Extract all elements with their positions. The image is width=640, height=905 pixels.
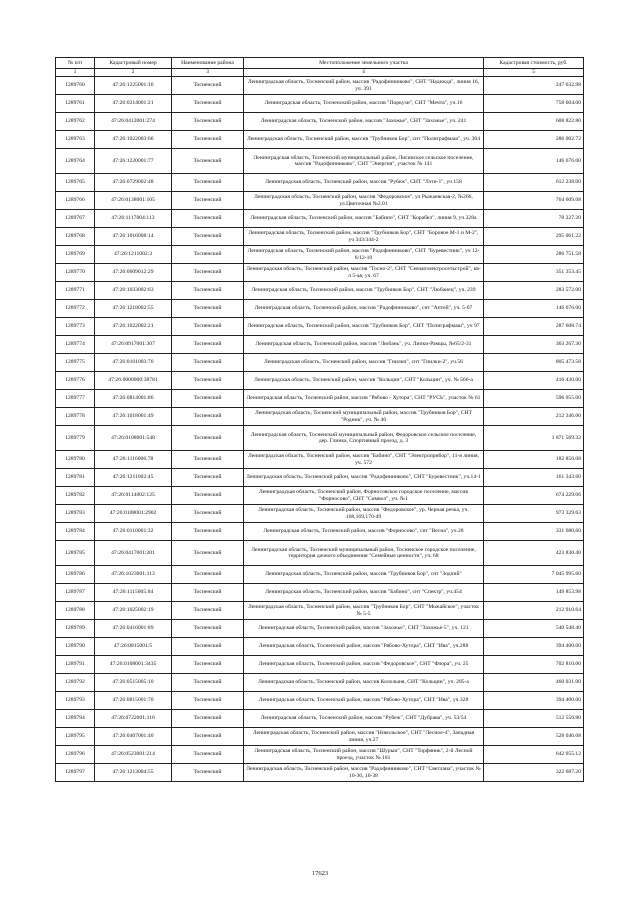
district-name: Тосненский [172,149,244,174]
table-row [56,372,584,390]
district-name: Тосненский [172,77,244,95]
district-name: Тосненский [172,282,244,300]
cadastral-number: 47:26:1115005:84 [95,584,172,602]
location: Ленинградская область, Тосненский район, массив "Рябово - Хутора", СНТ "РУСЬ", участок № 61 [244,390,484,408]
row-number: 1289788 [56,602,95,620]
cadastral-cost: 973 329.63 [484,505,584,523]
cadastral-number: 47:26:1213004:55 [95,764,172,782]
district-name: Тосненский [172,584,244,602]
row-number: 1289794 [56,710,95,728]
cadastral-number: 47:26:0417001:201 [95,541,172,566]
header-cost: Кадастровая стоимость, руб. [484,58,584,69]
row-number: 1289776 [56,372,95,390]
table-row [56,228,584,246]
cadastral-cost: 146 676.00 [484,300,584,318]
district-name: Тосненский [172,228,244,246]
column-number-row [56,69,584,77]
row-number: 1289779 [56,426,95,451]
cadastral-table [55,57,584,782]
table-row [56,764,584,782]
table-row [56,149,584,174]
cadastral-number: 47:26:1022003:66 [95,131,172,149]
district-name: Тосненский [172,95,244,113]
cadastral-number: 47:26:0108001:2902 [95,505,172,523]
table-row [56,336,584,354]
cadastral-cost: 674 229.06 [484,487,584,505]
row-number: 1289791 [56,656,95,674]
cadastral-number: 47:26:0814001:86 [95,390,172,408]
district-name: Тосненский [172,390,244,408]
location: Ленинградская область, Тосненский район, массив Кололыня, СНТ "Кольцин", уч. 285-а [244,674,484,692]
location: Ленинградская область, Тосненский район, массив "Гнилки", снт "Гнилки-2", уч.56 [244,354,484,372]
row-number: 1289784 [56,523,95,541]
cadastral-number: 47:26:1022002:21 [95,318,172,336]
district-name: Тосненский [172,113,244,131]
row-number: 1289769 [56,246,95,264]
row-number: 1289768 [56,228,95,246]
district-name: Тосненский [172,487,244,505]
cadastral-cost: 394 400.00 [484,692,584,710]
row-number: 1289767 [56,210,95,228]
location: Ленинградская область, Тосненский район, массив "Форносово", снт "Весна", уч.28 [244,523,484,541]
header-district: Наименование района [172,58,244,69]
cadastral-number: 47:26:0815001:70 [95,692,172,710]
district-name: Тосненский [172,426,244,451]
location: Ленинградская область, Тосненский район, массив "Поркузи", СНТ "Мечта", уч.16 [244,95,484,113]
cadastral-number: 47:26:0138001:105 [95,192,172,210]
table-row [56,656,584,674]
location: Ленинградская область, Тосненский район, массив "Трубников Бор", снт "Зодчий" [244,566,484,584]
cadastral-cost: 596 055.00 [484,390,584,408]
row-number: 1289793 [56,692,95,710]
row-number: 1289795 [56,728,95,746]
district-name: Тосненский [172,505,244,523]
cadastral-cost: 642 055.12 [484,746,584,764]
cadastral-number: 47:26:0110001:32 [95,523,172,541]
row-number: 1289761 [56,95,95,113]
cadastral-cost: 286 002.72 [484,131,584,149]
row-number: 1289763 [56,131,95,149]
column-number: 1 [56,69,95,77]
cadastral-number: 47:26:0000000:38781 [95,372,172,390]
cadastral-cost: 612 238.00 [484,174,584,192]
cadastral-number: 47:26:0108001:548 [95,426,172,451]
table-row [56,505,584,523]
district-name: Тосненский [172,746,244,764]
location: Ленинградская область, Тосненский район, массив "Любань", уч. Липки-Рамцы, №65/2-31 [244,336,484,354]
location: Ленинградская область, Тосненский район, массив "Рябово-Хутора", СНТ "Ива", уч.288 [244,638,484,656]
location: Ленинградская область, Тосненский район, массив "Трубников Бор", снт "Полиграфмаш", уч. 304 [244,131,484,149]
location: Ленинградская область, Тосненский район, массив "Трубников Бор", СНТ "Можайское", участок № 5-5 [244,602,484,620]
district-name: Тосненский [172,602,244,620]
cadastral-cost: 212 346.00 [484,408,584,426]
table-row [56,602,584,620]
location: Ленинградская область, Тосненский район, массив "Кольцин", СНТ "Кольцин", уч. № 566-а [244,372,484,390]
table-row [56,282,584,300]
district-name: Тосненский [172,372,244,390]
row-number: 1289773 [56,318,95,336]
row-number: 1289792 [56,674,95,692]
table-row [56,541,584,566]
cadastral-cost: 182 856.08 [484,451,584,469]
location: Ленинградская область, Тосненский район, Форносовское городское поселение, массив "Форносово", СНТ "Символ", уч. №1 [244,487,484,505]
cadastral-number: 47:26:0412001:274 [95,113,172,131]
table-row [56,77,584,95]
cadastral-cost: 287 608.74 [484,318,584,336]
row-number: 1289766 [56,192,95,210]
district-name: Тосненский [172,336,244,354]
district-name: Тосненский [172,451,244,469]
district-name: Тосненский [172,210,244,228]
table-row [56,174,584,192]
row-number: 1289765 [56,174,95,192]
row-number: 1289760 [56,77,95,95]
row-number: 1289782 [56,487,95,505]
district-name: Тосненский [172,692,244,710]
row-number: 1289786 [56,566,95,584]
cadastral-cost: 460 031.00 [484,674,584,692]
cadastral-cost: 149 853.98 [484,584,584,602]
district-name: Тосненский [172,620,244,638]
location: Ленинградская область, Тосненский район, массив "Радофинниково", СНТ "Буревестник", уч 12-6/12-10 [244,246,484,264]
table-row [56,95,584,113]
row-number: 1289770 [56,264,95,282]
cadastral-number: 47:26:1218002:55 [95,300,172,318]
header-location: Местоположение земельного участка [244,58,484,69]
table-row [56,113,584,131]
row-number: 1289764 [56,149,95,174]
cadastral-number: 47:26:1033002:63 [95,282,172,300]
row-number: 1289772 [56,300,95,318]
location: Ленинградская область, Тосненский район, массив "Рябово-Хутора", СНТ "Ива", уч.328 [244,692,484,710]
cadastral-number: 47:26:1117004:113 [95,210,172,228]
location: Ленинградская область, Тосненский муниципальный район, массив "Трубников Бор", СНТ "Родник", уч. № 40 [244,408,484,426]
district-name: Тосненский [172,131,244,149]
table-row [56,487,584,505]
row-number: 1289778 [56,408,95,426]
cadastral-cost: 78 227.20 [484,210,584,228]
location: Ленинградская область, Тосненский район, массив "Радофинниково", СНТ "Светлана", участок № 10-36, 10-38 [244,764,484,782]
district-name: Тосненский [172,246,244,264]
cadastral-number: 47:26:1023001:113 [95,566,172,584]
column-number: 2 [95,69,172,77]
row-number: 1289796 [56,746,95,764]
district-name: Тосненский [172,174,244,192]
table-row [56,246,584,264]
header-cadastral-number: Кадастровый номер [95,58,172,69]
location: Ленинградская область, Тосненский район, массив "Бабино", СНТ "Корабел", линия 9, уч.328а [244,210,484,228]
location: Ленинградская область, Тосненский район, массив "Трубников Бор", СНТ "Полиграфмаш", уч 97 [244,318,484,336]
cadastral-cost: 758 604.00 [484,95,584,113]
cadastral-number: 47:26:0523001:214 [95,746,172,764]
table-row [56,390,584,408]
table-body [56,77,584,782]
location: Ленинградская область, Тосненский район, массив "Шурыи", СНТ "Торфяник", 2-й Лесной проезд, участок № 181 [244,746,484,764]
cadastral-cost: 161 343.60 [484,469,584,487]
header-num: № п/п [56,58,95,69]
table-row [56,300,584,318]
district-name: Тосненский [172,638,244,656]
district-name: Тосненский [172,300,244,318]
cadastral-number: 47:26:0917001:307 [95,336,172,354]
table-row [56,746,584,764]
cadastral-cost: 295 061.22 [484,228,584,246]
location: Ленинградская область, Тосненский район, массив "Рубеж", СНТ "Дубрава", уч. 53/54 [244,710,484,728]
cadastral-cost: 247 632.98 [484,77,584,95]
cadastral-cost: 363 267.30 [484,336,584,354]
column-number: 5 [484,69,584,77]
cadastral-number: 47:26:0407001:40 [95,728,172,746]
cadastral-number: 47:26:1018001:49 [95,408,172,426]
cadastral-cost: 805 473.58 [484,354,584,372]
cadastral-cost: 528 046.08 [484,728,584,746]
cadastral-number: 47:26:1220001:77 [95,149,172,174]
cadastral-cost: 416 430.00 [484,372,584,390]
row-number: 1289797 [56,764,95,782]
row-number: 1289774 [56,336,95,354]
header-row [56,58,584,69]
district-name: Тосненский [172,541,244,566]
cadastral-number: 47:26:0609012:29 [95,264,172,282]
cadastral-number: 47:26:0729002:48 [95,174,172,192]
column-number: 3 [172,69,244,77]
table-row [56,692,584,710]
location: Ленинградская область, Тосненский район, массив "Тосно-2", СНТ "Севзапэлектросетьстрой", кв-л 5-ая, уч. 67 [244,264,484,282]
location: Ленинградская область, Тосненский район, массив "Федоровское", ур. Черная речка, уч. 168,169,170-49 [244,505,484,523]
table-row [56,638,584,656]
cadastral-number: 47:26:1211002:45 [95,469,172,487]
location: Ленинградская область, Тосненский район, массив "Никольское", СНТ "Лесное-4", Западная линия, уч.27 [244,728,484,746]
row-number: 1289777 [56,390,95,408]
location: Ленинградская область, Тосненский район, массив "Трубников Бор", СНТ "Любанец", уч. 239 [244,282,484,300]
location: Ленинградская область, Тосненский район, массив "Федоровское", СНТ "Флора", уч. 25 [244,656,484,674]
district-name: Тосненский [172,566,244,584]
row-number: 1289787 [56,584,95,602]
location: Ленинградская область, Тосненский район, массив "Захожье", СНТ "Захожье", уч. 241 [244,113,484,131]
table-row [56,584,584,602]
location: Ленинградская область, Тосненский район, массив "Бабино", снт "Спектр", уч.454 [244,584,484,602]
cadastral-number: 47:26:0214001:21 [95,95,172,113]
district-name: Тосненский [172,469,244,487]
cadastral-cost: 331 680.60 [484,523,584,541]
table-row [56,131,584,149]
table-row [56,408,584,426]
district-name: Тосненский [172,764,244,782]
location: Ленинградская область, Тосненский район, массив "Захожье", СНТ "Захожье-5", уч. 121 [244,620,484,638]
cadastral-number: 47:26:1016008:14 [95,228,172,246]
cadastral-number: 47:26:0114002:125 [95,487,172,505]
cadastral-number: 47:26:1025002:19 [95,602,172,620]
row-number: 1289783 [56,505,95,523]
location: Ленинградская область, Тосненский район, массив "Трубников Бор", СНТ "Боровое М-1 и М-2", уч 343/344-2 [244,228,484,246]
table-row [56,674,584,692]
table-row [56,451,584,469]
row-number: 1289762 [56,113,95,131]
cadastral-cost: 146 676.00 [484,149,584,174]
cadastral-cost: 212 910.64 [484,602,584,620]
district-name: Тосненский [172,674,244,692]
row-number: 1289781 [56,469,95,487]
cadastral-cost: 423 830.40 [484,541,584,566]
cadastral-cost: 764 609.08 [484,192,584,210]
table-row [56,192,584,210]
table-row [56,469,584,487]
table-row [56,728,584,746]
table-row [56,566,584,584]
district-name: Тосненский [172,318,244,336]
row-number: 1289775 [56,354,95,372]
district-name: Тосненский [172,192,244,210]
location: Ленинградская область, Тосненский муниципальный район, Тосненское городское поселение, территория дачного объединения "Семейные ценности", уч. 68 [244,541,484,566]
cadastral-number: 47:26:1211002:3 [95,246,172,264]
cadastral-cost: 702 810.00 [484,656,584,674]
cadastral-cost: 512 556.80 [484,710,584,728]
location: Ленинградская область, Тосненский район, массив "Бабино", СНТ "Электроприбор", 11-я линия, уч. 572 [244,451,484,469]
table-row [56,264,584,282]
cadastral-cost: 351 353.45 [484,264,584,282]
row-number: 1289789 [56,620,95,638]
location: Ленинградская область, Тосненский район, массив "Рубеж", СНТ "Лэти-1", уч 158 [244,174,484,192]
cadastral-number: 47:26:0416001:89 [95,620,172,638]
table-row [56,620,584,638]
table-row [56,710,584,728]
cadastral-cost: 7 045 995.60 [484,566,584,584]
district-name: Тосненский [172,523,244,541]
cadastral-cost: 394 400.00 [484,638,584,656]
location: Ленинградская область, Тосненский район, массив "Федоровское", ул Рыжаевская-2, №266, ул.Цветочная №2.01 [244,192,484,210]
cadastral-cost: 283 572.00 [484,282,584,300]
cadastral-number: 47:26:0101003:76 [95,354,172,372]
cadastral-cost: 608 822.80 [484,113,584,131]
district-name: Тосненский [172,728,244,746]
location: Ленинградская область, Тосненский муниципальный район, Лисинское сельское поселение, массив "Радофинниково", СНТ "Энергия", участок № 141 [244,149,484,174]
table-row [56,523,584,541]
district-name: Тосненский [172,710,244,728]
location: Ленинградская область, Тосненский район, массив "Радофинниково", СНТ "Буревестник", уч.14-1 [244,469,484,487]
row-number: 1289790 [56,638,95,656]
district-name: Тосненский [172,354,244,372]
cadastral-cost: 286 751.58 [484,246,584,264]
cadastral-cost: 540 548.40 [484,620,584,638]
table-row [56,210,584,228]
cadastral-number: 47:26:1225001:16 [95,77,172,95]
row-number: 1289780 [56,451,95,469]
cadastral-number: 47:26:0815001:5 [95,638,172,656]
cadastral-number: 47:26:1116006:78 [95,451,172,469]
cadastral-number: 47:26:0515005:10 [95,674,172,692]
cadastral-cost: 1 871 569.32 [484,426,584,451]
location: Ленинградская область, Тосненский район, массив "Радофинниково", снт "Аптей", уч. 5-07 [244,300,484,318]
location: Ленинградская область, Тосненский район, массив "Радофинниково", СНТ "Надежда", линия 16, уч. 391 [244,77,484,95]
row-number: 1289785 [56,541,95,566]
cadastral-number: 47:26:0108001:3435 [95,656,172,674]
location: Ленинградская область, Тосненский муниципальный район, Федоровское сельское поселение, дер. Глинка, Спортивный проезд, д. 3 [244,426,484,451]
cadastral-cost: 322 687.20 [484,764,584,782]
table-row [56,426,584,451]
column-number: 4 [244,69,484,77]
table-row [56,354,584,372]
row-number: 1289771 [56,282,95,300]
table-row [56,318,584,336]
page-number: 17623 [311,870,329,877]
district-name: Тосненский [172,264,244,282]
district-name: Тосненский [172,656,244,674]
cadastral-number: 47:26:0722001:116 [95,710,172,728]
district-name: Тосненский [172,408,244,426]
